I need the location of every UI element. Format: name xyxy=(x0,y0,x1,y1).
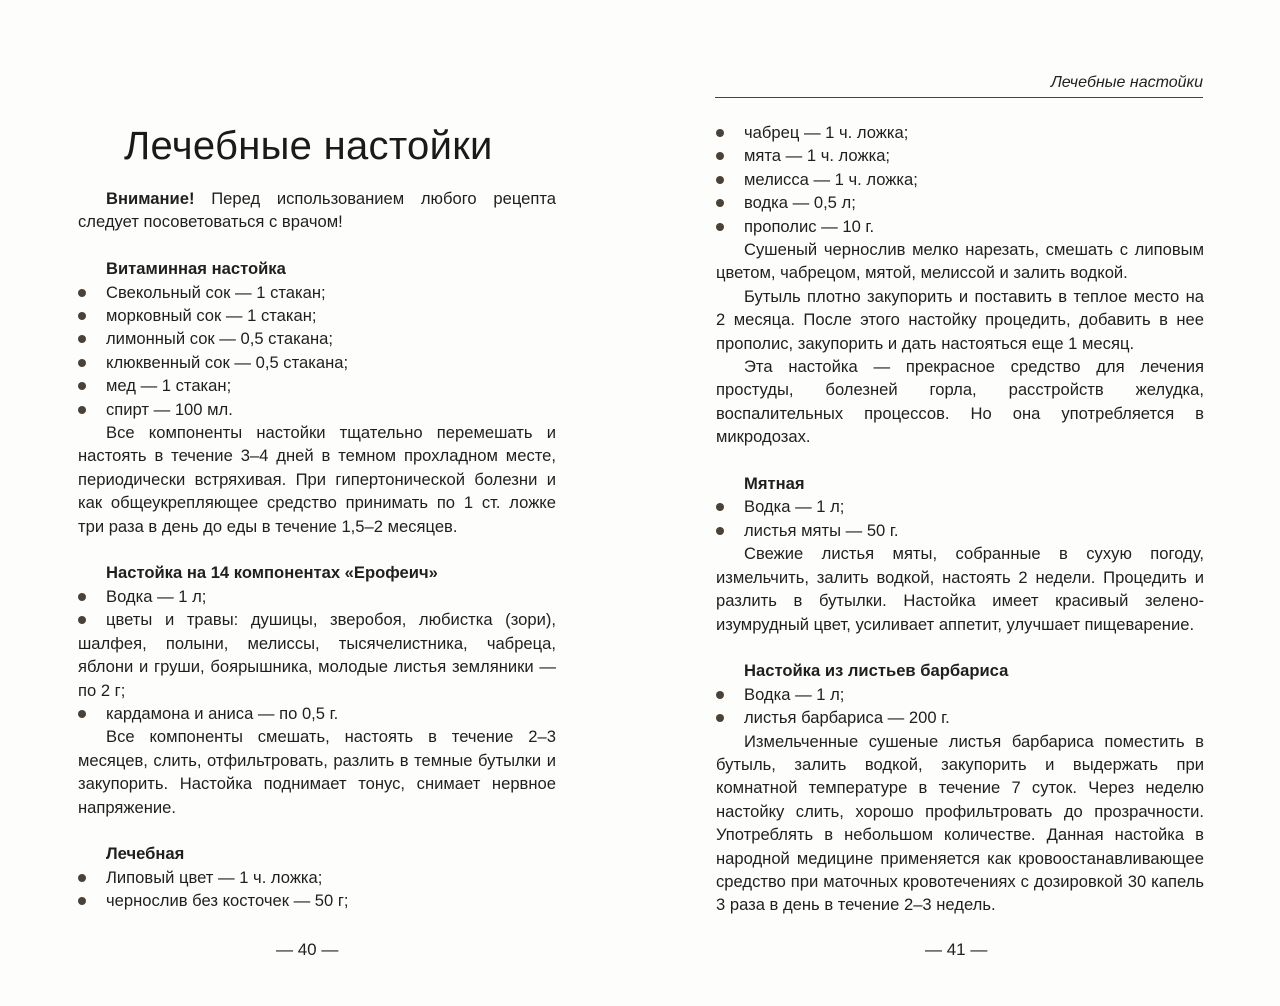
ingredient-item: Водка — 1 л; xyxy=(716,683,1204,706)
ingredient-item: водка — 0,5 л; xyxy=(716,191,1204,214)
bullet-icon xyxy=(716,152,724,160)
ingredient-item: прополис — 10 г. xyxy=(716,215,1204,238)
ingredient-item: цветы и травы: душицы, зверобоя, любистка (зори), шалфея, полыни, мелиссы, тысячелистника, чабреца, яблони и груши, боярышника, молодые листья земляники — по 2 г; xyxy=(78,610,556,700)
recipe-paragraph: Свежие листья мяты, собранные в сухую погоду, измельчить, залить водкой, настоять 2 недели. Процедить и разлить в бутылки. Настойка имеет красивый зелено-изумрудный цвет, усиливает аппетит, улучшает пищеварение. xyxy=(716,544,1204,634)
bullet-icon xyxy=(716,199,724,207)
page-number: — 41 — xyxy=(925,940,988,959)
ingredient-item: мед — 1 стакан; xyxy=(78,374,556,397)
running-head: Лечебные настойки xyxy=(1050,74,1203,91)
ingredient-item: Водка — 1 л; xyxy=(78,585,556,608)
ingredient-item: мелисса — 1 ч. ложка; xyxy=(716,168,1204,191)
ingredient-item: Свекольный сок — 1 стакан; xyxy=(78,281,556,304)
ingredient-item: Липовый цвет — 1 ч. ложка; xyxy=(78,866,556,889)
ingredient-item: спирт — 100 мл. xyxy=(78,398,556,421)
warning-text: Перед использованием любого рецепта следует посоветоваться с врачом! xyxy=(78,189,556,232)
ingredient-item: листья барбариса — 200 г. xyxy=(716,706,1204,729)
recipe-heading: Настойка на 14 компонентах «Ерофеич» xyxy=(106,563,438,583)
ingredient-item: морковный сок — 1 стакан; xyxy=(78,304,556,327)
ingredient-item: листья мяты — 50 г. xyxy=(716,519,1204,542)
header-rule xyxy=(715,97,1203,98)
ingredient-item: кардамона и аниса — по 0,5 г. xyxy=(78,702,556,725)
recipe-paragraph: Измельченные сушеные листья барбариса поместить в бутыль, залить водкой, закупорить и выдержать при комнатной температуре в течение 7 суток. Через неделю настойку слить, хорошо профильтровать до прозрачности. Употреблять в небольшом количестве. Данная настойка в народной медицине применяется как кровоостанавливающее средство при маточных кровотечениях с дозировкой 30 капель 3 раза в день в течение 2–3 недель. xyxy=(716,731,1204,915)
ingredient-item: мята — 1 ч. ложка; xyxy=(716,144,1204,167)
ingredient-item: чабрец — 1 ч. ложка; xyxy=(716,121,1204,144)
page-number: — 40 — xyxy=(276,940,339,959)
ingredient-item: Водка — 1 л; xyxy=(716,495,1204,518)
ingredient-item: чернослив без косточек — 50 г; xyxy=(78,889,556,912)
bullet-icon xyxy=(716,129,724,137)
recipe-heading: Витаминная настойка xyxy=(106,259,286,279)
bullet-icon xyxy=(716,223,724,231)
bullet-icon xyxy=(716,691,724,699)
recipe-paragraph: Все компоненты настойки тщательно перемешать и настоять в течение 3–4 дней в темном прохладном месте, периодически встряхивая. При гипертонической болезни и как общеукрепляющее средство принимать по 1 ст. ложке три раза в день до еды в течение 1,5–2 месяцев. xyxy=(78,423,556,536)
warning-label: Внимание! xyxy=(106,189,195,208)
recipe-heading: Мятная xyxy=(744,474,805,494)
chapter-title: Лечебные настойки xyxy=(124,124,493,168)
ingredient-item: лимонный сок — 0,5 стакана; xyxy=(78,327,556,350)
recipe-paragraph: Бутыль плотно закупорить и поставить в теплое место на 2 месяца. После этого настойку процедить, добавить в нее прополис, закупорить и дать настояться еще 1 месяц. xyxy=(716,286,1204,353)
bullet-icon xyxy=(716,714,724,722)
right-column xyxy=(716,121,1204,917)
recipe-paragraph: Все компоненты смешать, настоять в течение 2–3 месяцев, слить, отфильтровать, разлить в темные бутылки и закупорить. Настойка поднимает тонус, снимает нервное напряжение. xyxy=(78,727,556,817)
recipe-paragraph: Сушеный чернослив мелко нарезать, смешать с липовым цветом, чабрецом, мятой, мелиссой и залить водкой. xyxy=(716,240,1204,283)
ingredient-item: клюквенный сок — 0,5 стакана; xyxy=(78,351,556,374)
recipe-heading: Лечебная xyxy=(106,844,185,864)
recipe-paragraph: Эта настойка — прекрасное средство для лечения простуды, болезней горла, расстройств желудка, воспалительных процессов. Но она употребляется в микродозах. xyxy=(716,357,1204,447)
bullet-icon xyxy=(716,503,724,511)
bullet-icon xyxy=(716,527,724,535)
bullet-icon xyxy=(716,176,724,184)
recipe-heading: Настойка из листьев барбариса xyxy=(744,661,1009,681)
